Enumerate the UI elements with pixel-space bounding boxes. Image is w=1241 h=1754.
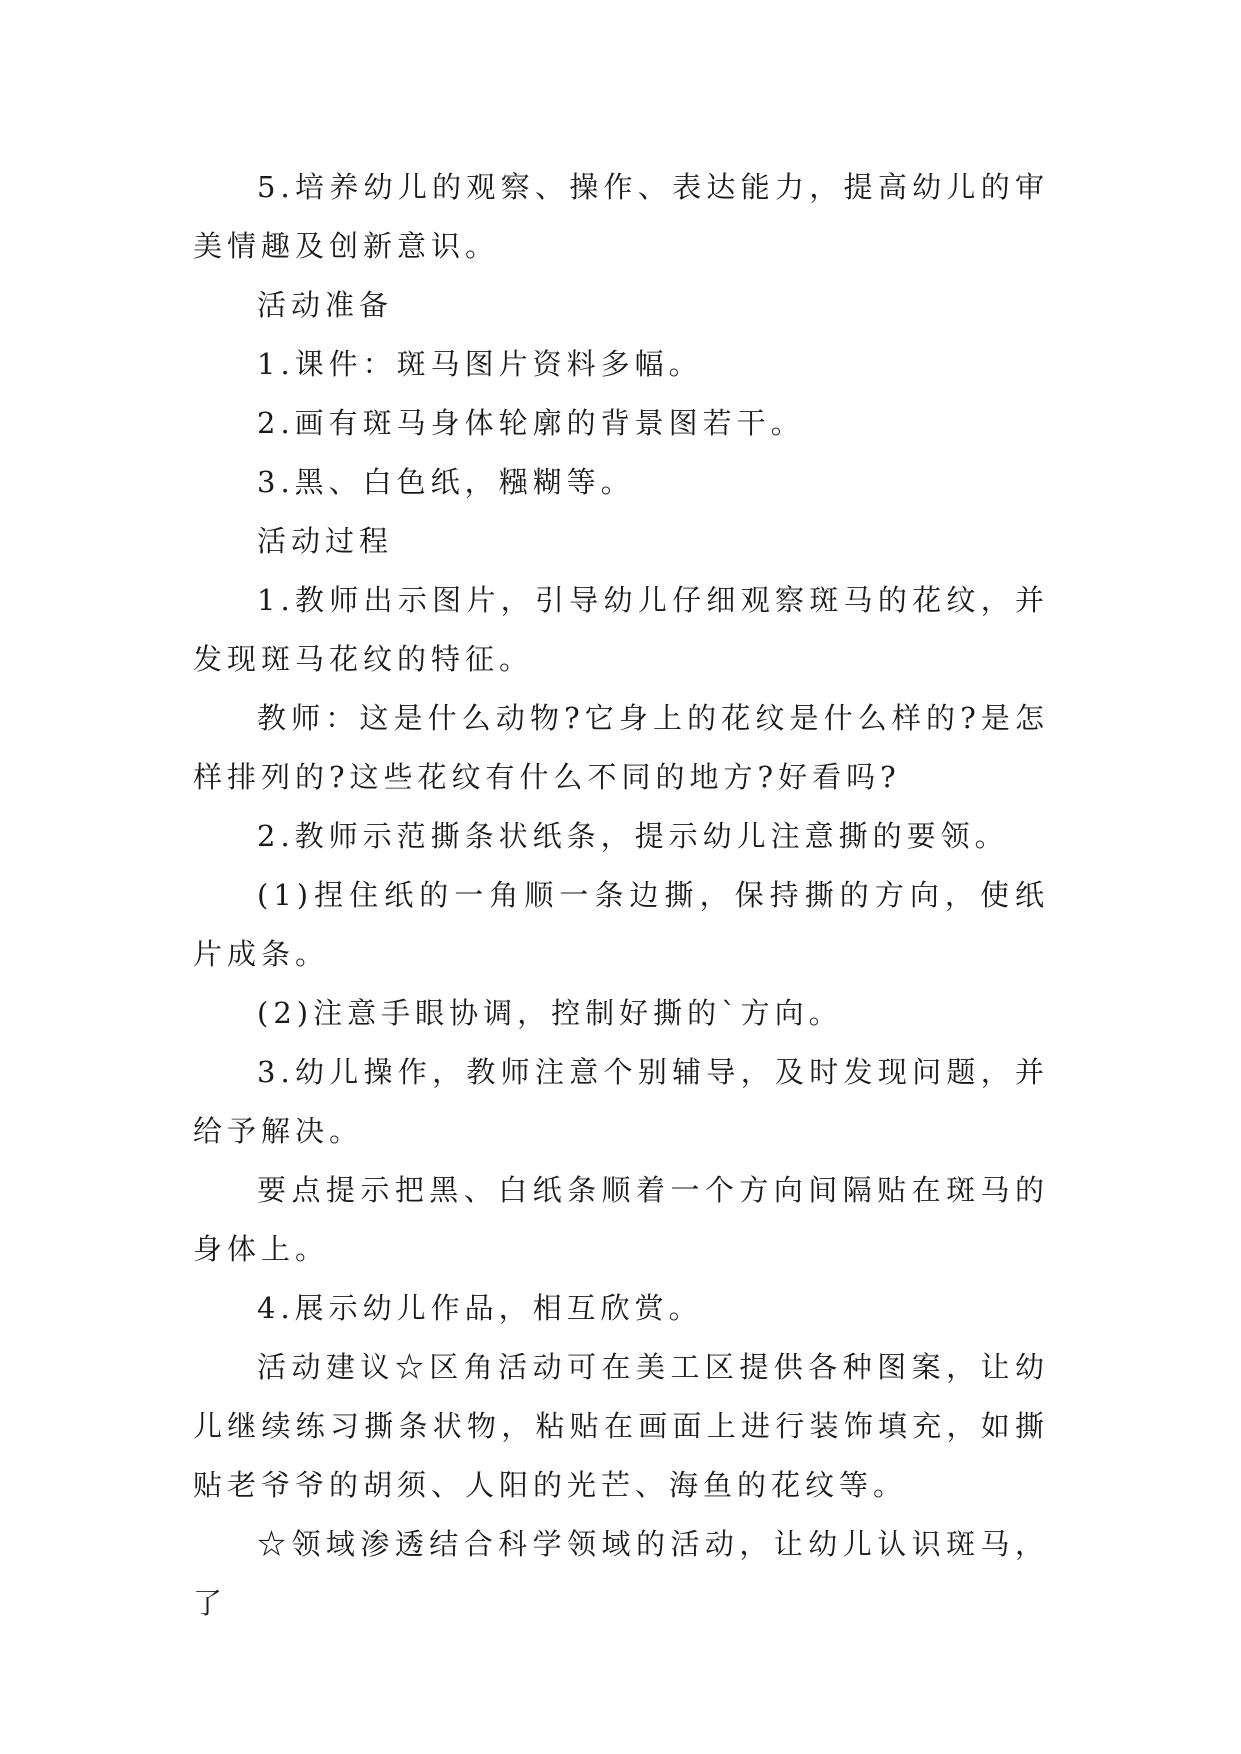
paragraph-process-1: 1.教师出示图片，引导幼儿仔细观察斑马的花纹，并发现斑马花纹的特征。 [193, 583, 1049, 676]
paragraph-key-point: 要点提示把黑、白纸条顺着一个方向间隔贴在斑马的身体上。 [193, 1173, 1049, 1266]
paragraph-prep-2: 2.画有斑马身体轮廓的背景图若干。 [257, 406, 805, 440]
paragraph-prep-1: 1.课件：斑马图片资料多幅。 [257, 347, 703, 381]
paragraph-domain-integration: ☆领域渗透结合科学领域的活动，让幼儿认识斑马，了 [193, 1527, 1049, 1620]
paragraph-teacher-question: 教师：这是什么动物?它身上的花纹是什么样的?是怎样排列的?这些花纹有什么不同的地方?好看吗? [193, 701, 1049, 794]
heading-activity-process: 活动过程 [257, 524, 394, 558]
paragraph-prep-3: 3.黑、白色纸，糨糊等。 [257, 465, 635, 499]
paragraph-activity-suggestion: 活动建议☆区角活动可在美工区提供各种图案，让幼儿继续练习撕条状物，粘贴在画面上进行装饰填充，如撕贴老爷爷的胡须、人阳的光芒、海鱼的花纹等。 [193, 1350, 1049, 1502]
paragraph-substep-2: (2)注意手眼协调，控制好撕的`方向。 [257, 996, 843, 1030]
paragraph-goal-5: 5.培养幼儿的观察、操作、表达能力，提高幼儿的审美情趣及创新意识。 [193, 170, 1049, 263]
document-body [193, 158, 1049, 1633]
paragraph-process-3: 3.幼儿操作，教师注意个别辅导，及时发现问题，并给予解决。 [193, 1055, 1049, 1148]
paragraph-process-4: 4.展示幼儿作品，相互欣赏。 [257, 1291, 703, 1325]
heading-activity-preparation: 活动准备 [257, 288, 394, 322]
paragraph-substep-1: (1)捏住纸的一角顺一条边撕，保持撕的方向，使纸片成条。 [193, 878, 1049, 971]
paragraph-process-2: 2.教师示范撕条状纸条，提示幼儿注意撕的要领。 [257, 819, 1009, 853]
